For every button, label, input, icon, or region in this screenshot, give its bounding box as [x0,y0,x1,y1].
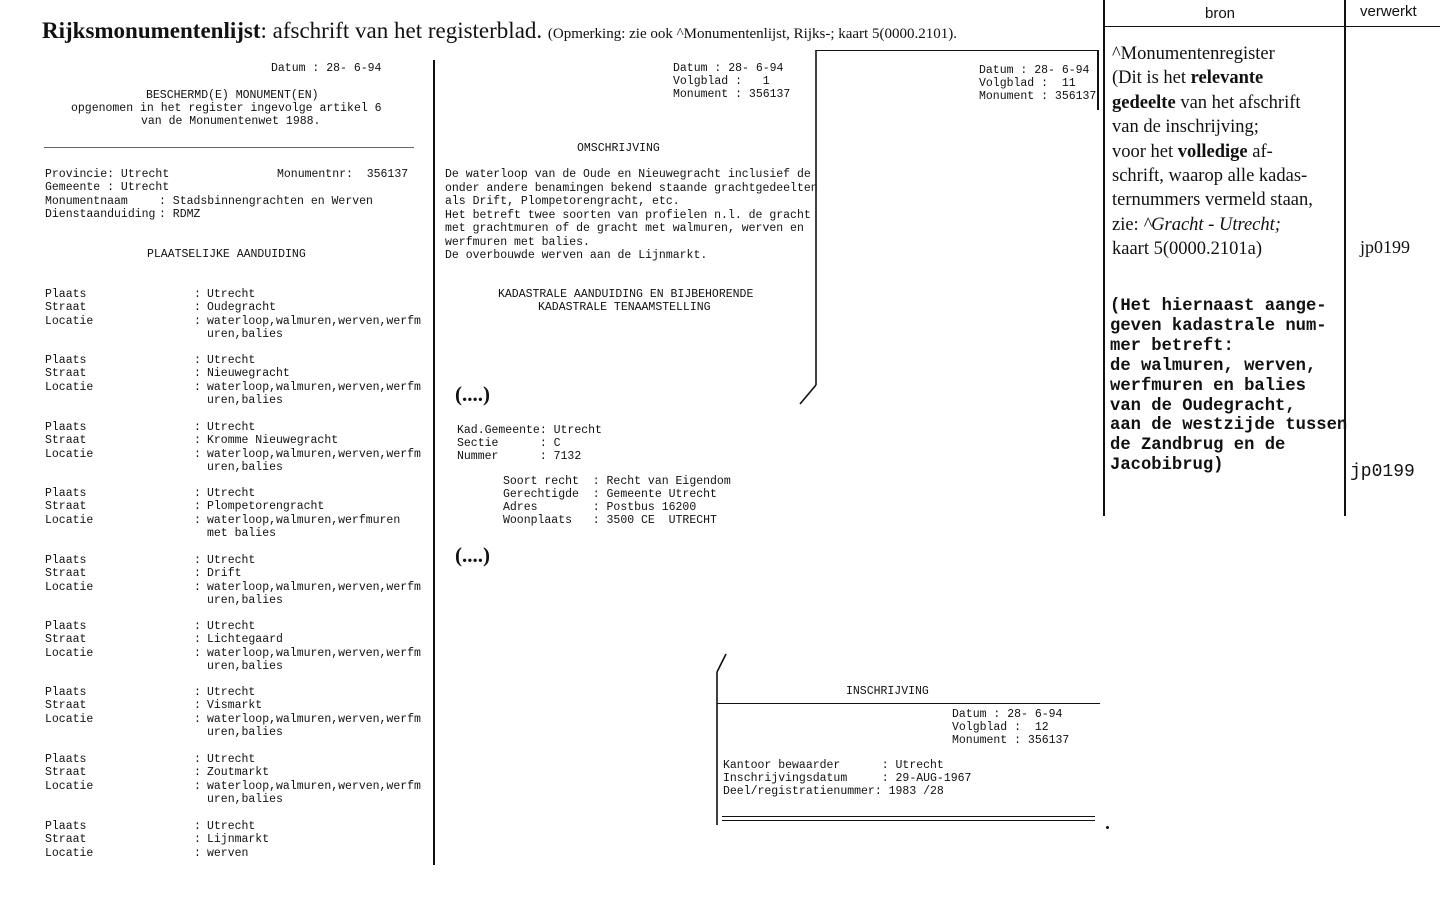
plaatselijke-heading: PLAATSELIJKE AANDUIDING [147,248,306,261]
entry-label: Plaats [45,354,87,367]
entry-row [45,567,425,580]
entry-row [45,394,425,407]
right-line: (Dit is het relevante [1112,68,1264,89]
entry-row [45,461,425,474]
bron-header: bron [1205,5,1236,22]
note-line: (Het hiernaast aange- [1110,297,1327,316]
entry-colon: : [194,367,201,381]
right-annotation [1112,42,1344,262]
jp-code-2: jp0199 [1350,462,1415,482]
entry-colon: : [194,513,201,527]
entry-value: Oudegracht [207,301,277,315]
entry-label: Straat [45,699,87,713]
entry-label: Plaats [45,620,87,633]
entry-value: Zoutmarkt [207,766,270,780]
dienstaanduiding-value: : RDMZ [159,208,201,221]
entry-row [45,581,425,594]
entry-row [45,421,425,434]
right-line: gedeelte van het afschrift [1112,92,1301,113]
entry-colon: : [194,846,201,860]
entry-value: Utrecht [207,354,256,367]
entry-label: Locatie [45,513,94,527]
right-line: ^Monumentenregister [1112,44,1275,64]
entry-value: Utrecht [207,686,256,699]
entry-label: Plaats [45,288,87,301]
note-line: de Zandbrug en de [1110,436,1286,456]
entry-value: Lijnmarkt [207,833,270,847]
entry-colon: : [194,354,201,367]
entry-value: waterloop,walmuren,werven,werfm [207,646,421,660]
entry-colon: : [194,820,201,833]
kadastrale-heading2: KADASTRALE TENAAMSTELLING [538,301,711,314]
entry-row [45,793,425,806]
monumentnr: Monumentnr: 356137 [277,168,409,181]
entry-value: Nieuwegracht [207,367,290,381]
right-line: schrift, waarop alle kadas- [1112,166,1308,187]
provincie: Provincie: Utrecht [45,168,170,181]
entry-value-cont: uren,balies [207,792,283,806]
entry-row [45,367,425,380]
entry-colon: : [194,833,201,847]
entry-colon: : [194,500,201,514]
entry-value: Plompetorengracht [207,500,325,514]
entry-row [45,500,425,513]
title-bold: Rijksmonumentenlijst [42,18,261,43]
entry-label: Locatie [45,380,94,394]
right-note [1110,297,1347,476]
entry-label: Straat [45,434,87,448]
kad-gemeente: Kad.Gemeente: Utrecht [457,424,602,437]
omschrijving-line: met grachtmuren of de gracht met walmuren, werven en [445,222,804,235]
entry-row [45,315,425,328]
entry-row [45,686,425,699]
entry-row [45,301,425,314]
entry-label: Locatie [45,580,94,594]
right-line: ternummers vermeld staan, [1112,190,1313,211]
location-entry [45,421,425,474]
entry-value: waterloop,walmuren,werfmuren [207,513,401,527]
entry-row [45,713,425,726]
entry-value: Utrecht [207,554,256,567]
omschrijving-line: Het betreft twee soorten van profielen n.l. de gracht [445,208,811,222]
omschrijving-line: onder andere benamingen bekend staande grachtgedeelten [445,181,818,195]
inschrijving-heading: INSCHRIJVING [846,685,929,698]
page4-bottom-line1 [722,816,1095,817]
entry-label: Locatie [45,712,94,726]
page4-edge [712,650,732,830]
entry-row [45,288,425,301]
entry-label: Plaats [45,487,87,500]
entry-colon: : [194,699,201,713]
right-line: kaart 5(0000.2101a) [1112,239,1263,260]
page4-monument: Monument : 356137 [952,734,1070,747]
page4-bottom-line2 [722,820,1095,821]
soort-recht: Soort recht : Recht van Eigendom [503,475,731,488]
page4-header-line [717,703,1100,704]
entry-row [45,328,425,341]
note-line: mer betreft: [1110,336,1234,356]
entry-value: Utrecht [207,753,256,766]
entry-colon: : [194,567,201,581]
entry-row [45,527,425,540]
page-title [42,18,957,44]
entry-value: waterloop,walmuren,werven,werfm [207,380,421,394]
entry-colon: : [194,434,201,448]
location-entry [45,820,425,860]
entry-label: Straat [45,367,87,381]
entry-label: Straat [45,301,87,315]
entry-row [45,820,425,833]
right-line: zie: ^Gracht - Utrecht; [1112,214,1281,235]
entry-colon: : [194,633,201,647]
omschrijving-line: De waterloop van de Oude en Nieuwegracht inclusief de [445,168,811,181]
entry-colon: : [194,487,201,500]
entry-value: Drift [207,567,242,581]
entry-colon: : [194,580,201,594]
right-header-line [1103,26,1440,27]
entry-value-cont: uren,balies [207,593,283,607]
location-entry [45,354,425,407]
entry-row [45,726,425,739]
page4-datum: Datum : 28- 6-94 [952,708,1063,721]
ellipsis-2: (....) [455,543,490,567]
entry-row [45,434,425,447]
page3-top-edge [816,50,1098,51]
entry-value: Lichtegaard [207,633,283,647]
entry-label: Plaats [45,421,87,434]
entry-colon: : [194,620,201,633]
omschrijving-line: als Drift, Plompetorengracht, etc. [445,195,680,208]
omschrijving-line: werfmuren met balies. [445,235,590,249]
entry-value: waterloop,walmuren,werven,werfm [207,580,421,594]
page2-volgblad: Volgblad : 1 [673,75,770,88]
ellipsis-1: (....) [455,382,490,406]
monumentnaam-label: Monumentnaam [45,195,128,208]
entry-label: Straat [45,766,87,780]
entry-row [45,487,425,500]
entry-value: Vismarkt [207,699,263,713]
note-line: van de Oudegracht, [1110,396,1296,416]
page2-edge [795,50,825,410]
entry-colon: : [194,554,201,567]
gerechtigde: Gerechtigde : Gemeente Utrecht [503,488,717,501]
entry-label: Locatie [45,779,94,793]
entry-row [45,766,425,779]
dienstaanduiding-label: Dienstaanduiding [45,208,156,221]
location-entry [45,487,425,540]
entry-colon: : [194,314,201,328]
note-line: werfmuren en balies [1110,376,1306,396]
entry-row [45,554,425,567]
page3-volgblad: Volgblad : 11 [979,77,1076,90]
title-rest: : afschrift van het registerblad. [260,18,543,43]
location-entry [45,620,425,673]
page1-heading2: opgenomen in het register ingevolge artikel 6 [71,102,382,115]
entry-colon: : [194,686,201,699]
entry-value: Utrecht [207,288,256,301]
location-entry [45,686,425,739]
title-note: (Opmerking: zie ook ^Monumentenlijst, Rijks-; kaart 5(0000.2101). [547,26,957,42]
deel-registratienummer: Deel/registratienummer: 1983 /28 [723,785,944,798]
entry-colon: : [194,766,201,780]
entry-value-cont: uren,balies [207,460,283,474]
page2-datum: Datum : 28- 6-94 [673,62,784,75]
page1-heading1: BESCHERMD(E) MONUMENT(EN) [146,89,319,102]
right-line: van de inschrijving; [1112,117,1259,138]
gemeente: Gemeente : Utrecht [45,181,170,194]
entry-row [45,780,425,793]
monumentnaam-value: : Stadsbinnengrachten en Werven [159,195,373,208]
entry-colon: : [194,447,201,461]
note-line: geven kadastrale num- [1110,316,1327,336]
entry-label: Straat [45,567,87,581]
adres: Adres : Postbus 16200 [503,501,697,514]
entry-label: Locatie [45,646,94,660]
entry-value: waterloop,walmuren,werven,werfm [207,447,421,461]
page2-monument: Monument : 356137 [673,88,791,101]
entry-row [45,354,425,367]
entry-row [45,381,425,394]
entry-value-cont: uren,balies [207,393,283,407]
entry-label: Straat [45,500,87,514]
entry-label: Plaats [45,686,87,699]
entry-colon: : [194,753,201,766]
entry-label: Plaats [45,554,87,567]
entry-row [45,833,425,846]
right-line: voor het volledige af- [1112,141,1273,162]
entry-label: Locatie [45,447,94,461]
kadastrale-heading1: KADASTRALE AANDUIDING EN BIJBEHORENDE [498,288,754,301]
entry-value-cont: uren,balies [207,327,283,341]
location-entry [45,753,425,806]
entry-value: Kromme Nieuwegracht [207,434,339,448]
entry-label: Straat [45,833,87,847]
entry-row [45,633,425,646]
omschrijving-line: De overbouwde werven aan de Lijnmarkt. [445,249,708,262]
entry-colon: : [194,712,201,726]
page3-datum: Datum : 28- 6-94 [979,64,1090,77]
entry-colon: : [194,301,201,315]
entry-row [45,647,425,660]
entry-row [45,699,425,712]
page3-monument: Monument : 356137 [979,90,1097,103]
entry-value-cont: uren,balies [207,659,283,673]
entry-label: Straat [45,633,87,647]
entry-row [45,753,425,766]
entry-colon: : [194,288,201,301]
entry-label: Plaats [45,753,87,766]
verwerkt-header: verwerkt [1360,3,1417,20]
entry-label: Plaats [45,820,87,833]
location-entry [45,288,425,341]
entry-row [45,847,425,860]
entry-value: waterloop,walmuren,werven,werfm [207,712,421,726]
omschrijving-text [445,168,818,263]
entry-value: Utrecht [207,620,256,633]
page3-right-edge [1097,50,1099,110]
page1-divider [44,147,414,148]
kantoor-bewaarder: Kantoor bewaarder : Utrecht [723,759,944,772]
entry-label: Locatie [45,846,94,860]
entry-colon: : [194,646,201,660]
jp-code-1: jp0199 [1360,237,1411,257]
page1-heading3: van de Monumentenwet 1988. [141,115,321,128]
location-entry [45,554,425,607]
woonplaats: Woonplaats : 3500 CE UTRECHT [503,514,717,527]
entry-value: Utrecht [207,421,256,434]
entry-colon: : [194,421,201,434]
entry-row [45,594,425,607]
entry-value: waterloop,walmuren,werven,werfm [207,779,421,793]
entry-value-cont: uren,balies [207,725,283,739]
entry-value: werven [207,846,249,860]
inschrijvingsdatum: Inschrijvingsdatum : 29-AUG-1967 [723,772,972,785]
entry-row [45,448,425,461]
entry-value: Utrecht [207,487,256,500]
entry-row [45,620,425,633]
entry-value: Utrecht [207,820,256,833]
entry-label: Locatie [45,314,94,328]
page-divider-1 [433,60,435,865]
page4-volgblad: Volgblad : 12 [952,721,1049,734]
entry-value: waterloop,walmuren,werven,werfm [207,314,421,328]
entry-colon: : [194,380,201,394]
note-line: de walmuren, werven, [1110,356,1317,376]
right-border-left [1103,0,1105,516]
entry-row [45,514,425,527]
entry-row [45,660,425,673]
nummer: Nummer : 7132 [457,450,582,463]
entry-colon: : [194,779,201,793]
entry-value-cont: met balies [207,526,277,540]
dot-mark [1106,826,1109,829]
note-line: Jacobibrug) [1110,456,1224,476]
omschrijving-heading: OMSCHRIJVING [577,142,660,155]
sectie: Sectie : C [457,437,561,450]
page1-datum: Datum : 28- 6-94 [271,62,382,75]
note-line: aan de westzijde tussen [1110,416,1348,436]
